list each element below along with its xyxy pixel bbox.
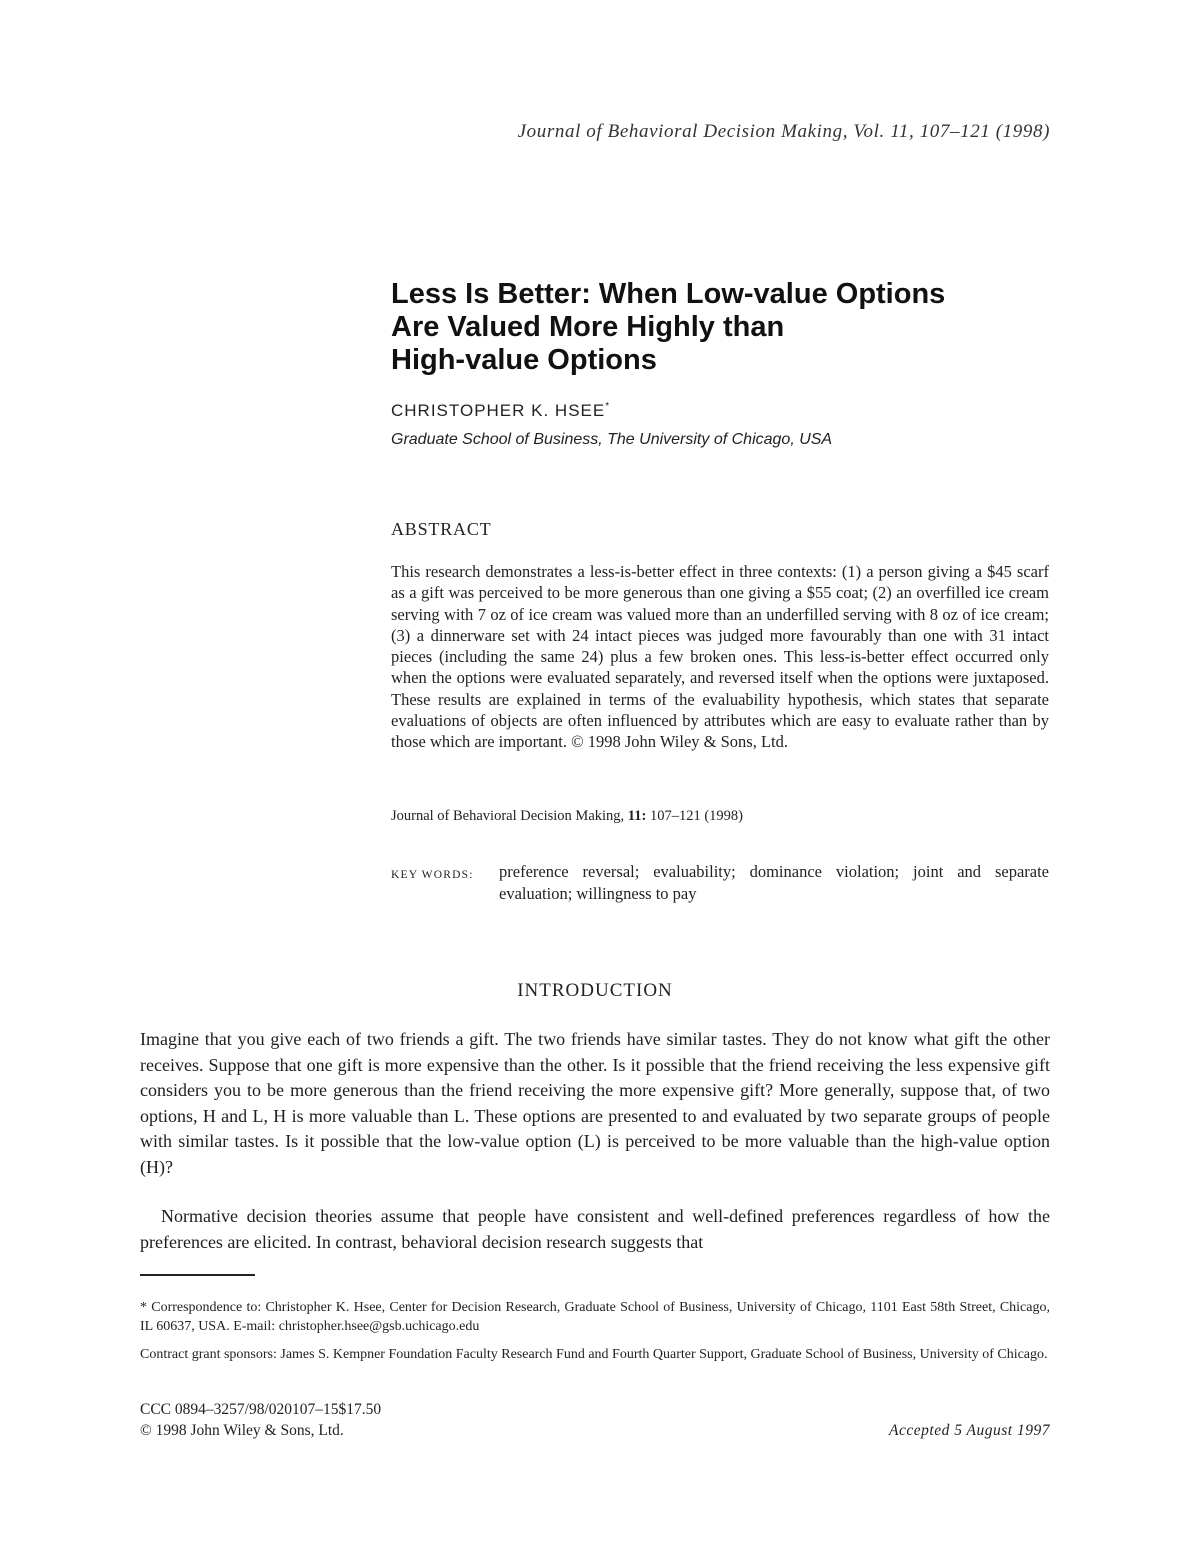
- introduction-paragraph: Normative decision theories assume that people have consistent and well-defined preferences regardless of how the preferences are elicited. In contrast, behavioral decision research suggests that: [140, 1206, 1050, 1252]
- author-name: [391, 401, 610, 421]
- abstract-body: This research demonstrates a less-is-better effect in three contexts: (1) a person giving a $45 scarf as a gift was perceived to be more generous than one giving a $55 coat; (2) an overfilled ice cream serving with 7 oz of ice cream was valued more than an underfilled serving with 8 oz of ice cream; (3) a dinnerware set with 24 intact pieces was judged more favourably than one with 31 intact pieces (including the same 24) plus a few broken ones. This less-is-better effect occurred only when the options were evaluated separately, and reversed itself when the options were juxtaposed. These results are explained in terms of the evaluability hypothesis, which states that separate evaluations of objects are often influenced by attributes which are easy to evaluate rather than by those which are important. © 1998 John Wiley & Sons, Ltd.: [391, 562, 1049, 752]
- copyright-notice: © 1998 John Wiley & Sons, Ltd.: [140, 1422, 344, 1439]
- author-affiliation: Graduate School of Business, The University of Chicago, USA: [391, 431, 833, 448]
- introduction-paragraph: Imagine that you give each of two friends a gift. The two friends have similar tastes. They do not know what gift the other receives. Suppose that one gift is more expensive than the other. Is it possible that the friend receiving the less expensive gift considers you to be more generous than the friend receiving the more expensive gift? More generally, suppose that, of two options, H and L, H is more valuable than L. These options are presented to and evaluated by two separate groups of people with similar tastes. Is it possible that the low-value option (L) is perceived to be more valuable than the high-value option (H)?: [140, 1029, 1050, 1177]
- abstract-heading: ABSTRACT: [391, 519, 492, 539]
- journal-header: Journal of Behavioral Decision Making, Vol. 11, 107–121 (1998): [517, 121, 1050, 142]
- abstract-citation: [391, 808, 743, 825]
- citation-pages: 107–121 (1998): [649, 808, 743, 824]
- footnote-divider: [140, 1274, 255, 1276]
- author-text: CHRISTOPHER K. HSEE: [391, 401, 606, 420]
- author-footnote-mark: *: [605, 401, 611, 412]
- footnote-correspondence: * Correspondence to: Christopher K. Hsee, Center for Decision Research, Graduate School of Business, University of Chicago, 1101 East 58th Street, Chicago, IL 60637, USA. E-mail: christopher.hsee@gsb.uchicago.edu: [140, 1300, 1050, 1334]
- keywords-text: preference reversal; evaluability; dominance violation; joint and separate evaluation; willingness to pay: [499, 862, 1049, 903]
- article-title: [391, 278, 1051, 377]
- accepted-date: Accepted 5 August 1997: [889, 1422, 1050, 1439]
- title-line-3: High-value Options: [391, 344, 657, 376]
- title-line-2: Are Valued More Highly than: [391, 311, 785, 343]
- issn-code: CCC 0894–3257/98/020107–15$17.50: [140, 1401, 382, 1418]
- footnote-grant-sponsors: Contract grant sponsors: James S. Kempner Foundation Faculty Research Fund and Fourth Quarter Support, Graduate School of Business, University of Chicago.: [140, 1347, 1048, 1362]
- citation-volume: 11:: [627, 808, 647, 824]
- citation-journal: Journal of Behavioral Decision Making,: [391, 808, 625, 824]
- introduction-heading: INTRODUCTION: [517, 980, 673, 1001]
- title-line-1: Less Is Better: When Low-value Options: [391, 278, 946, 310]
- keywords-label: KEY WORDS:: [391, 869, 474, 881]
